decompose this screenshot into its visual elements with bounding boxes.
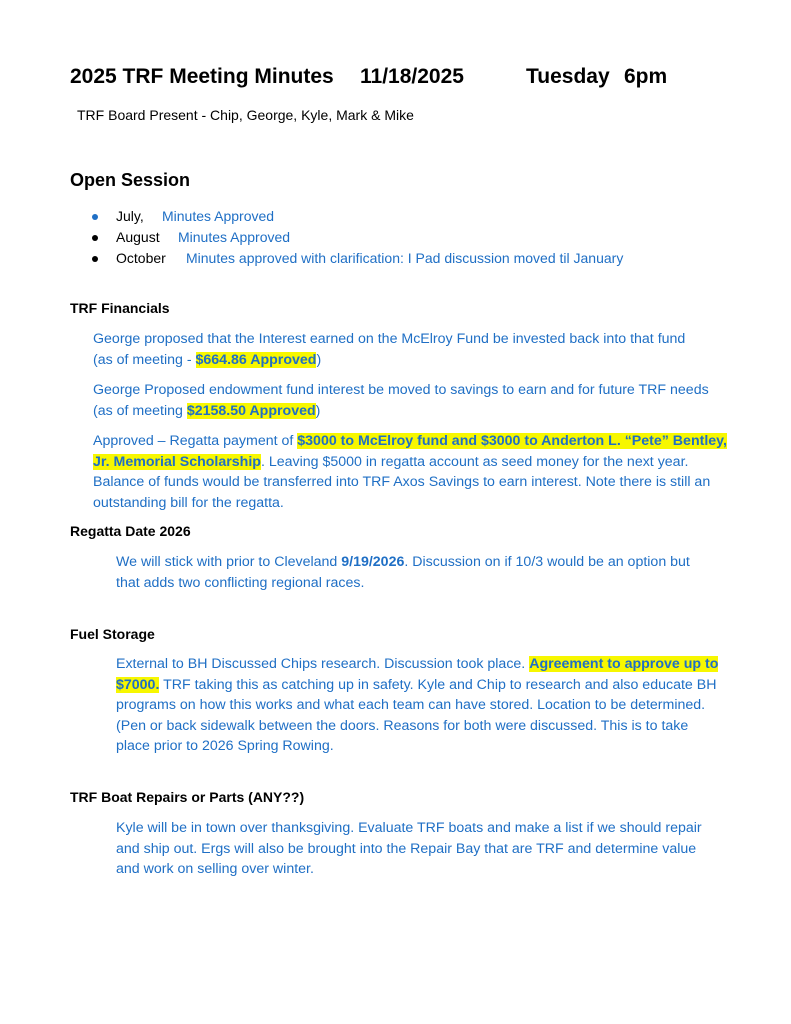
title-date: 11/18/2025 <box>360 65 464 88</box>
approval-note: Minutes approved with clarification: I Pad discussion moved til January <box>186 250 624 266</box>
approvals-list <box>90 206 623 269</box>
financials-paragraph-3: Approved – Regatta payment of $3000 to McElroy fund and $3000 to Anderton L. “Pete” Bentley, Jr. Memorial Scholarship. Leaving $5000 in regatta account as seed money for the next year. Balance of funds would be transferred into TRF Axos Savings to earn interest. Note there is still an outstanding bill for the regatta. <box>93 433 727 511</box>
board-present: TRF Board Present - Chip, George, Kyle, Mark & Mike <box>77 107 414 123</box>
month-label: July, <box>116 208 144 224</box>
boats-paragraph: Kyle will be in town over thanksgiving. Evaluate TRF boats and make a list if we should repair and ship out. Ergs will also be brought into the Repair Bay that are TRF and determine value and work on selling over winter. <box>116 820 702 877</box>
highlight-amount: $664.86 Approved <box>195 351 317 368</box>
regatta-paragraph: We will stick with prior to Cleveland 9/19/2026. Discussion on if 10/3 would be an option but that adds two conflicting regional races. <box>116 554 690 591</box>
highlight-amount: $2158.50 Approved <box>186 402 316 419</box>
fuel-paragraph: External to BH Discussed Chips research. Discussion took place. Agreement to approve up to $7000. TRF taking this as catching up in safety. Kyle and Chip to research and also educate BH programs on how this works and what each team can have stored. Location to be determined. (Pen or back sidewalk between the doors. Reasons for both were discussed. This is to take place prior to 2026 Spring Rowing. <box>116 656 719 754</box>
list-item <box>90 248 623 269</box>
highlight-agreement: Agreement to approve up to <box>529 656 719 672</box>
highlight-scholarship: Jr. Memorial Scholarship <box>93 453 261 470</box>
page-title <box>70 65 667 89</box>
title-day: Tuesday <box>526 65 610 88</box>
title-time: 6pm <box>624 65 668 88</box>
bullet-icon <box>92 214 98 220</box>
fuel-heading: Fuel Storage <box>70 626 155 642</box>
highlight-payment: $3000 to McElroy fund and $3000 to Anderton L. “Pete” Bentley, <box>297 433 727 449</box>
highlight-amount: $7000. <box>116 676 160 693</box>
boats-heading: TRF Boat Repairs or Parts (ANY??) <box>70 789 305 805</box>
bullet-icon <box>92 235 98 241</box>
regatta-heading: Regatta Date 2026 <box>70 523 191 539</box>
financials-paragraph-1: George proposed that the Interest earned on the McElroy Fund be invested back into that fund (as of meeting - $664.86 Approved) <box>93 331 686 368</box>
approval-note: Minutes Approved <box>178 229 291 245</box>
financials-paragraph-2: George Proposed endowment fund interest be moved to savings to earn and for future TRF needs (as of meeting $2158.50 Approved) <box>93 382 709 419</box>
month-label: August <box>116 229 160 245</box>
approval-note: Minutes Approved <box>162 208 275 224</box>
bullet-icon <box>92 256 98 262</box>
title-year: 2025 TRF Meeting Minutes <box>70 65 334 88</box>
open-session-heading: Open Session <box>70 170 191 190</box>
month-label: October <box>116 250 166 266</box>
list-item <box>90 206 623 227</box>
regatta-date: 9/19/2026 <box>341 554 405 570</box>
list-item <box>90 227 623 248</box>
financials-heading: TRF Financials <box>70 300 170 316</box>
